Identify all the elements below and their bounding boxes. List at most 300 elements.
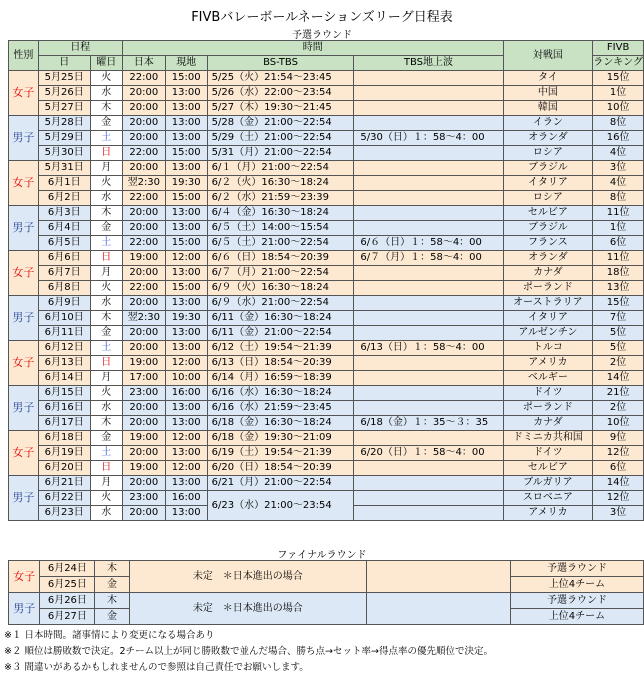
sex-cell: 女子 xyxy=(9,431,39,476)
sex-cell: 男子 xyxy=(9,116,39,161)
weekday-cell: 木 xyxy=(90,311,122,326)
date-cell: 5月25日 xyxy=(38,71,90,86)
bs-tbs-cell: 6/23（水）21:00～23:54 xyxy=(207,491,354,521)
bs-tbs-cell: 6/１（月）21:00～22:54 xyxy=(207,161,354,176)
local-time-cell: 13:00 xyxy=(165,116,207,131)
date-cell: 6月8日 xyxy=(38,281,90,296)
japan-time-cell: 翌2:30 xyxy=(122,176,165,191)
tbs-cell xyxy=(354,461,503,476)
table-row xyxy=(9,251,644,266)
bs-tbs-cell: 6/14（月）16:59～18:39 xyxy=(207,371,354,386)
ranking-cell: 1位 xyxy=(593,86,644,101)
opponent-cell: ブルガリア xyxy=(503,476,593,491)
bs-tbs-cell: 6/６（日）18:54～20:39 xyxy=(207,251,354,266)
local-time-cell: 13:00 xyxy=(165,206,207,221)
table-row xyxy=(9,86,644,101)
date-cell: 6月1日 xyxy=(38,176,90,191)
local-time-cell: 13:00 xyxy=(165,161,207,176)
weekday-cell: 日 xyxy=(90,356,122,371)
time-header: 時間 xyxy=(122,41,503,56)
bs-tbs-header: BS-TBS xyxy=(207,56,354,71)
weekday-cell: 土 xyxy=(90,131,122,146)
final-opponent-line2: 上位4チーム xyxy=(510,609,643,625)
weekday-cell: 金 xyxy=(90,431,122,446)
opponent-cell: ロシア xyxy=(503,191,593,206)
japan-time-cell: 20:00 xyxy=(122,416,165,431)
table-row xyxy=(9,176,644,191)
opponent-cell: アルゼンチン xyxy=(503,326,593,341)
bs-tbs-cell: 5/31（月）21:00～22:54 xyxy=(207,146,354,161)
ranking-cell: 15位 xyxy=(593,296,644,311)
table-row xyxy=(9,131,644,146)
weekday-cell: 火 xyxy=(90,176,122,191)
japan-time-cell: 翌2:30 xyxy=(122,311,165,326)
tbs-cell xyxy=(354,191,503,206)
final-tbs-empty xyxy=(366,561,510,593)
japan-time-cell: 17:00 xyxy=(122,371,165,386)
opponent-cell: 中国 xyxy=(503,86,593,101)
tbs-cell xyxy=(354,371,503,386)
fivb-header: FIVB xyxy=(593,41,644,56)
tbs-cell xyxy=(354,386,503,401)
footnote: ※２ 順位は勝敗数で決定。2チーム以上が同じ勝敗数で並んだ場合、勝ち点→セット率→得点率の優先順位で決定。 xyxy=(4,646,493,657)
tbs-cell xyxy=(354,296,503,311)
local-time-cell: 16:00 xyxy=(165,491,207,506)
tbs-cell: 6/13（日）１：58～4：00 xyxy=(354,341,503,356)
local-time-cell: 15:00 xyxy=(165,146,207,161)
ranking-cell: 8位 xyxy=(593,191,644,206)
local-time-cell: 15:00 xyxy=(165,71,207,86)
tbs-cell xyxy=(354,146,503,161)
table-row xyxy=(9,326,644,341)
japan-time-cell: 19:00 xyxy=(122,461,165,476)
bs-tbs-cell: 6/16（水）21:59～23:45 xyxy=(207,401,354,416)
tbs-cell xyxy=(354,281,503,296)
tbs-cell xyxy=(354,491,503,506)
sex-cell: 女子 xyxy=(9,71,39,116)
local-time-cell: 13:00 xyxy=(165,401,207,416)
ranking-cell: 6位 xyxy=(593,236,644,251)
ranking-cell: 15位 xyxy=(593,71,644,86)
bs-tbs-cell: 6/12（土）19:54～21:39 xyxy=(207,341,354,356)
local-time-cell: 13:00 xyxy=(165,266,207,281)
table-row xyxy=(9,431,644,446)
opponent-cell: ポーランド xyxy=(503,401,593,416)
japan-time-cell: 20:00 xyxy=(122,446,165,461)
table-row xyxy=(9,71,644,86)
local-time-cell: 10:00 xyxy=(165,371,207,386)
schedule-header: 日程 xyxy=(38,41,122,56)
local-time-cell: 13:00 xyxy=(165,86,207,101)
ranking-cell: 4位 xyxy=(593,176,644,191)
japan-time-cell: 23:00 xyxy=(122,386,165,401)
date-cell: 6月15日 xyxy=(38,386,90,401)
japan-time-cell: 20:00 xyxy=(122,476,165,491)
tbs-cell xyxy=(354,161,503,176)
local-time-cell: 12:00 xyxy=(165,431,207,446)
japan-time-cell: 22:00 xyxy=(122,146,165,161)
prelim-round-label: 予選ラウンド xyxy=(292,30,352,41)
weekday-cell: 水 xyxy=(90,401,122,416)
opponent-cell: ロシア xyxy=(503,146,593,161)
footnotes xyxy=(4,628,493,676)
weekday-cell: 火 xyxy=(90,71,122,86)
date-cell: 6月12日 xyxy=(38,341,90,356)
tbs-cell: 6/７（月）１：58～4：00 xyxy=(354,251,503,266)
table-row xyxy=(9,461,644,476)
local-time-cell: 13:00 xyxy=(165,296,207,311)
ranking-cell: 6位 xyxy=(593,461,644,476)
ranking-cell: 10位 xyxy=(593,101,644,116)
opponent-cell: オランダ xyxy=(503,251,593,266)
final-weekday: 木 xyxy=(95,593,129,609)
local-time-cell: 19:30 xyxy=(165,176,207,191)
japan-time-cell: 20:00 xyxy=(122,161,165,176)
final-weekday: 木 xyxy=(95,561,129,577)
opponent-cell: アメリカ xyxy=(503,356,593,371)
japan-time-cell: 20:00 xyxy=(122,101,165,116)
footnote: ※３ 間違いがあるかもしれませんので参照は自己責任でお願いします。 xyxy=(4,662,309,673)
bs-tbs-cell: 6/18（金）19:30～21:09 xyxy=(207,431,354,446)
table-row xyxy=(9,236,644,251)
sex-cell: 男子 xyxy=(9,386,39,431)
tbs-header: TBS地上波 xyxy=(354,56,503,71)
japan-time-cell: 20:00 xyxy=(122,86,165,101)
final-weekday: 金 xyxy=(95,609,129,625)
opponent-header: 対戦国 xyxy=(503,41,593,71)
weekday-cell: 金 xyxy=(90,116,122,131)
bs-tbs-cell: 6/18（金）16:30～18:24 xyxy=(207,416,354,431)
local-time-cell: 16:00 xyxy=(165,386,207,401)
ranking-cell: 5位 xyxy=(593,326,644,341)
tbs-cell xyxy=(354,116,503,131)
table-row xyxy=(9,341,644,356)
date-cell: 6月21日 xyxy=(38,476,90,491)
sex-cell: 男子 xyxy=(9,476,39,521)
table-row xyxy=(9,446,644,461)
opponent-cell: ドイツ xyxy=(503,386,593,401)
japan-time-cell: 20:00 xyxy=(122,326,165,341)
bs-tbs-cell: 6/４（金）16:30～18:24 xyxy=(207,206,354,221)
japan-time-cell: 20:00 xyxy=(122,221,165,236)
date-cell: 5月28日 xyxy=(38,116,90,131)
tbs-cell xyxy=(354,476,503,491)
bs-tbs-cell: 6/９（水）21:00～22:54 xyxy=(207,296,354,311)
weekday-cell: 木 xyxy=(90,416,122,431)
ranking-cell: 9位 xyxy=(593,431,644,446)
date-cell: 6月18日 xyxy=(38,431,90,446)
opponent-cell: アメリカ xyxy=(503,506,593,521)
date-cell: 6月9日 xyxy=(38,296,90,311)
opponent-cell: カナダ xyxy=(503,416,593,431)
table-row xyxy=(9,491,644,506)
opponent-cell: ポーランド xyxy=(503,281,593,296)
bs-tbs-cell: 6/11（金）16:30～18:24 xyxy=(207,311,354,326)
ranking-cell: 14位 xyxy=(593,476,644,491)
bs-tbs-cell: 6/７（月）21:00～22:54 xyxy=(207,266,354,281)
japan-time-cell: 19:00 xyxy=(122,356,165,371)
local-time-cell: 13:00 xyxy=(165,476,207,491)
final-date: 6月26日 xyxy=(40,593,95,609)
local-time-cell: 13:00 xyxy=(165,341,207,356)
ranking-cell: 12位 xyxy=(593,491,644,506)
tbs-cell xyxy=(354,86,503,101)
date-cell: 6月4日 xyxy=(38,221,90,236)
final-round-label: ファイナルラウンド xyxy=(277,550,367,561)
day-header: 日 xyxy=(38,56,90,71)
japan-time-cell: 22:00 xyxy=(122,71,165,86)
japan-time-cell: 20:00 xyxy=(122,296,165,311)
local-time-cell: 13:00 xyxy=(165,506,207,521)
final-date: 6月27日 xyxy=(40,609,95,625)
local-time-cell: 15:00 xyxy=(165,236,207,251)
ranking-cell: 4位 xyxy=(593,146,644,161)
weekday-cell: 火 xyxy=(90,386,122,401)
table-row xyxy=(9,206,644,221)
opponent-cell: スロベニア xyxy=(503,491,593,506)
table-row xyxy=(9,116,644,131)
final-date: 6月25日 xyxy=(40,577,95,593)
bs-tbs-cell: 5/25（火）21:54～23:45 xyxy=(207,71,354,86)
japan-time-cell: 20:00 xyxy=(122,506,165,521)
weekday-cell: 水 xyxy=(90,191,122,206)
bs-tbs-cell: 6/２（火）16:30～18:24 xyxy=(207,176,354,191)
date-cell: 6月11日 xyxy=(38,326,90,341)
weekday-cell: 水 xyxy=(90,296,122,311)
weekday-cell: 木 xyxy=(90,101,122,116)
opponent-cell: ベルギー xyxy=(503,371,593,386)
final-sex-female: 女子 xyxy=(9,561,40,593)
bs-tbs-cell: 5/27（木）19:30～21:45 xyxy=(207,101,354,116)
ranking-cell: 7位 xyxy=(593,311,644,326)
opponent-cell: オランダ xyxy=(503,131,593,146)
date-cell: 6月3日 xyxy=(38,206,90,221)
weekday-cell: 火 xyxy=(90,491,122,506)
weekday-cell: 木 xyxy=(90,206,122,221)
bs-tbs-cell: 6/20（日）18:54～20:39 xyxy=(207,461,354,476)
footnote: ※１ 日本時間。諸事情により変更になる場合あり xyxy=(4,630,215,641)
opponent-cell: セルビア xyxy=(503,206,593,221)
weekday-cell: 土 xyxy=(90,236,122,251)
bs-tbs-cell: 6/13（日）18:54～20:39 xyxy=(207,356,354,371)
sex-header: 性別 xyxy=(9,41,39,71)
tbs-cell: 6/18（金）１：35～３：35 xyxy=(354,416,503,431)
opponent-cell: タイ xyxy=(503,71,593,86)
bs-tbs-cell: 6/５（土）21:00～22:54 xyxy=(207,236,354,251)
japan-time-cell: 20:00 xyxy=(122,341,165,356)
opponent-cell: セルビア xyxy=(503,461,593,476)
opponent-cell: イタリア xyxy=(503,311,593,326)
tbs-cell: 5/30（日）１：58～4：00 xyxy=(354,131,503,146)
tbs-cell xyxy=(354,326,503,341)
ranking-cell: 3位 xyxy=(593,506,644,521)
ranking-cell: 3位 xyxy=(593,161,644,176)
date-cell: 6月23日 xyxy=(38,506,90,521)
tbs-cell: 6/20（日）１：58～4：00 xyxy=(354,446,503,461)
bs-tbs-cell: 5/28（金）21:00～22:54 xyxy=(207,116,354,131)
ranking-cell: 5位 xyxy=(593,341,644,356)
date-cell: 6月2日 xyxy=(38,191,90,206)
final-opponent-line2: 上位4チーム xyxy=(510,577,643,593)
tbs-cell xyxy=(354,71,503,86)
table-row xyxy=(9,101,644,116)
japan-time-cell: 19:00 xyxy=(122,251,165,266)
weekday-cell: 土 xyxy=(90,446,122,461)
local-time-cell: 12:00 xyxy=(165,461,207,476)
table-row xyxy=(9,221,644,236)
date-cell: 5月27日 xyxy=(38,101,90,116)
table-row xyxy=(9,371,644,386)
table-row xyxy=(9,476,644,491)
table-row xyxy=(9,161,644,176)
tbs-cell xyxy=(354,356,503,371)
sex-cell: 女子 xyxy=(9,341,39,386)
opponent-cell: ドミニカ共和国 xyxy=(503,431,593,446)
tbs-cell xyxy=(354,221,503,236)
local-time-cell: 15:00 xyxy=(165,191,207,206)
ranking-cell: 2位 xyxy=(593,401,644,416)
opponent-cell: イタリア xyxy=(503,176,593,191)
japan-time-cell: 20:00 xyxy=(122,131,165,146)
japan-time-cell: 22:00 xyxy=(122,236,165,251)
table-row xyxy=(9,311,644,326)
ranking-header: ランキング xyxy=(593,56,644,71)
sex-cell: 女子 xyxy=(9,161,39,206)
sex-cell: 男子 xyxy=(9,296,39,341)
local-time-cell: 13:00 xyxy=(165,446,207,461)
bs-tbs-cell: 6/21（月）21:00～22:54 xyxy=(207,476,354,491)
opponent-cell: オーストラリア xyxy=(503,296,593,311)
table-row xyxy=(9,386,644,401)
tbs-cell xyxy=(354,311,503,326)
japan-time-cell: 20:00 xyxy=(122,401,165,416)
tbs-cell: 6/６（日）１：58～4：00 xyxy=(354,236,503,251)
tbs-cell xyxy=(354,206,503,221)
opponent-cell: 韓国 xyxy=(503,101,593,116)
table-row xyxy=(9,191,644,206)
date-cell: 6月5日 xyxy=(38,236,90,251)
tbs-cell xyxy=(354,401,503,416)
bs-tbs-cell: 6/２（水）21:59～23:39 xyxy=(207,191,354,206)
local-time-cell: 12:00 xyxy=(165,356,207,371)
ranking-cell: 12位 xyxy=(593,446,644,461)
bs-tbs-cell: 6/19（土）19:54～21:39 xyxy=(207,446,354,461)
bs-tbs-cell: 5/26（水）22:00～23:54 xyxy=(207,86,354,101)
sex-cell: 女子 xyxy=(9,251,39,296)
japan-time-cell: 20:00 xyxy=(122,206,165,221)
bs-tbs-cell: 6/11（金）21:00～22:54 xyxy=(207,326,354,341)
date-cell: 5月30日 xyxy=(38,146,90,161)
date-cell: 6月22日 xyxy=(38,491,90,506)
japan-time-cell: 23:00 xyxy=(122,491,165,506)
final-opponent-line1: 予選ラウンド xyxy=(510,593,643,609)
ranking-cell: 11位 xyxy=(593,206,644,221)
date-cell: 6月6日 xyxy=(38,251,90,266)
date-cell: 5月31日 xyxy=(38,161,90,176)
weekday-cell: 月 xyxy=(90,161,122,176)
table-row xyxy=(9,146,644,161)
weekday-cell: 土 xyxy=(90,341,122,356)
table-row xyxy=(9,296,644,311)
ranking-cell: 18位 xyxy=(593,266,644,281)
japan-time-cell: 22:00 xyxy=(122,191,165,206)
ranking-cell: 2位 xyxy=(593,356,644,371)
weekday-cell: 月 xyxy=(90,476,122,491)
opponent-cell: ブラジル xyxy=(503,221,593,236)
bs-tbs-cell: 6/５（土）14:00～15:54 xyxy=(207,221,354,236)
bs-tbs-cell: 6/９（火）16:30～18:24 xyxy=(207,281,354,296)
tbs-cell xyxy=(354,506,503,521)
opponent-cell: カナダ xyxy=(503,266,593,281)
ranking-cell: 16位 xyxy=(593,131,644,146)
japan-time-cell: 20:00 xyxy=(122,266,165,281)
weekday-cell: 金 xyxy=(90,326,122,341)
final-tbs-empty xyxy=(366,593,510,625)
bs-tbs-cell: 5/29（土）21:00～22:54 xyxy=(207,131,354,146)
table-row xyxy=(9,266,644,281)
date-cell: 6月20日 xyxy=(38,461,90,476)
weekday-header: 曜日 xyxy=(90,56,122,71)
date-cell: 6月17日 xyxy=(38,416,90,431)
date-cell: 6月7日 xyxy=(38,266,90,281)
tbs-cell xyxy=(354,176,503,191)
table-row xyxy=(9,401,644,416)
date-cell: 5月29日 xyxy=(38,131,90,146)
final-date: 6月24日 xyxy=(40,561,95,577)
weekday-cell: 日 xyxy=(90,146,122,161)
opponent-cell: トルコ xyxy=(503,341,593,356)
date-cell: 6月13日 xyxy=(38,356,90,371)
weekday-cell: 火 xyxy=(90,281,122,296)
date-cell: 6月16日 xyxy=(38,401,90,416)
date-cell: 6月19日 xyxy=(38,446,90,461)
opponent-cell: ブラジル xyxy=(503,161,593,176)
final-opponent-line1: 予選ラウンド xyxy=(510,561,643,577)
opponent-cell: イラン xyxy=(503,116,593,131)
ranking-cell: 11位 xyxy=(593,251,644,266)
final-undecided: 未定 ＊日本進出の場合 xyxy=(129,593,366,625)
final-sex-male: 男子 xyxy=(9,593,40,625)
bs-tbs-cell: 6/16（水）16:30～18:24 xyxy=(207,386,354,401)
weekday-cell: 日 xyxy=(90,461,122,476)
weekday-cell: 金 xyxy=(90,221,122,236)
tbs-cell xyxy=(354,101,503,116)
local-time-cell: 13:00 xyxy=(165,326,207,341)
local-time-header: 現地 xyxy=(165,56,207,71)
date-cell: 6月10日 xyxy=(38,311,90,326)
japan-time-cell: 22:00 xyxy=(122,281,165,296)
sex-cell: 男子 xyxy=(9,206,39,251)
weekday-cell: 月 xyxy=(90,266,122,281)
table-row xyxy=(9,356,644,371)
local-time-cell: 13:00 xyxy=(165,221,207,236)
local-time-cell: 13:00 xyxy=(165,131,207,146)
ranking-cell: 21位 xyxy=(593,386,644,401)
local-time-cell: 13:00 xyxy=(165,101,207,116)
local-time-cell: 12:00 xyxy=(165,251,207,266)
prelim-schedule-table xyxy=(8,40,644,521)
tbs-cell xyxy=(354,431,503,446)
page-title: FIVBバレーボールネーションズリーグ日程表 xyxy=(191,10,453,25)
final-undecided: 未定 ＊日本進出の場合 xyxy=(129,561,366,593)
opponent-cell: ドイツ xyxy=(503,446,593,461)
ranking-cell: 8位 xyxy=(593,116,644,131)
opponent-cell: フランス xyxy=(503,236,593,251)
date-cell: 5月26日 xyxy=(38,86,90,101)
weekday-cell: 日 xyxy=(90,251,122,266)
weekday-cell: 水 xyxy=(90,86,122,101)
ranking-cell: 14位 xyxy=(593,371,644,386)
